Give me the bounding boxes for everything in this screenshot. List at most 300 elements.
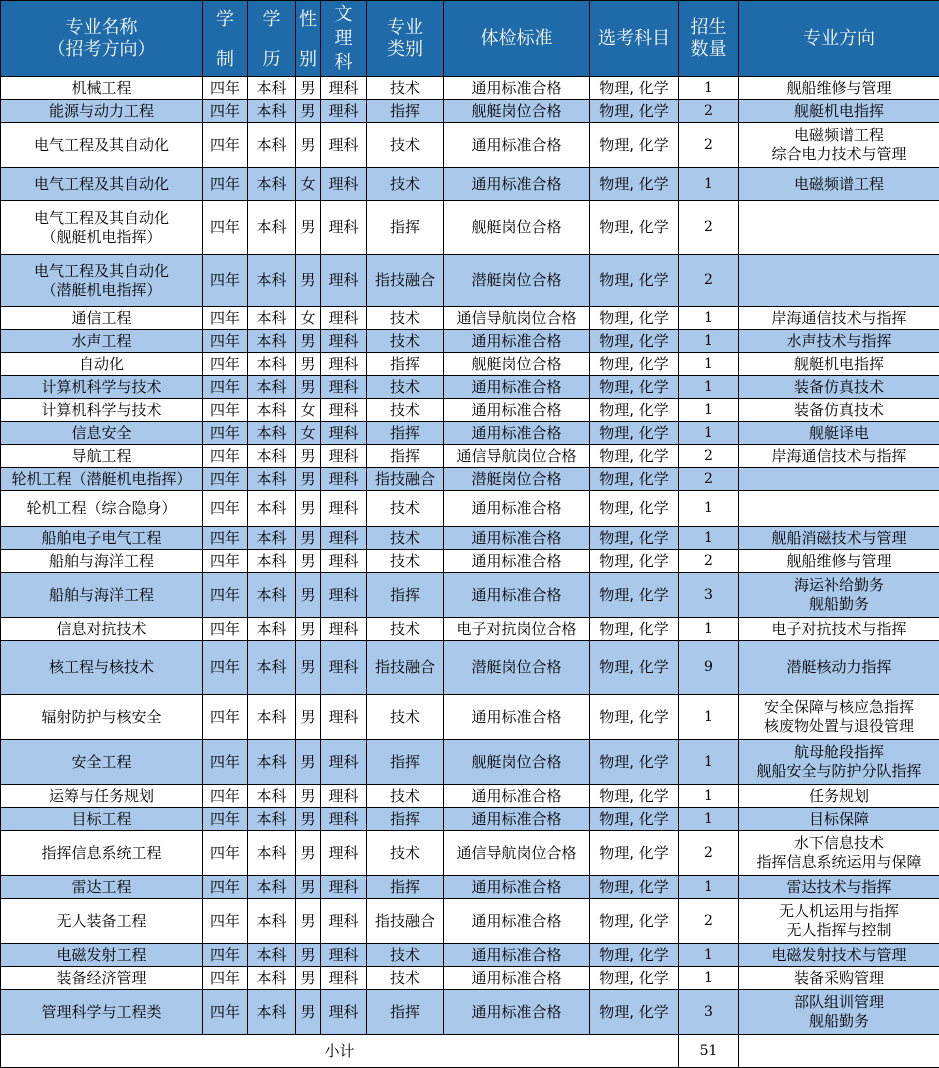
cell-physical: 通用标准合格 — [444, 330, 590, 353]
cell-direction — [739, 967, 939, 990]
cell-gender: 男 — [296, 740, 321, 785]
cell-line: 目标工程 — [1, 810, 202, 829]
cell-physical: 通用标准合格 — [444, 808, 590, 831]
table-row — [1, 876, 939, 899]
cell-quota: 2 — [679, 100, 739, 123]
cell-line: 舰艇译电 — [739, 424, 939, 443]
cell-degree: 本科 — [248, 255, 296, 307]
cell-line: 装备仿真技术 — [739, 378, 939, 397]
table-row — [1, 330, 939, 353]
table-row — [1, 468, 939, 491]
cell-line: 海运补给勤务 — [739, 576, 939, 595]
cell-track: 理科 — [321, 399, 367, 422]
cell-major-name — [1, 618, 203, 641]
cell-duration: 四年 — [203, 77, 248, 100]
cell-subjects: 物理, 化学 — [590, 353, 679, 376]
cell-line: 轮机工程（潜艇机电指挥） — [1, 470, 202, 489]
cell-physical: 通用标准合格 — [444, 168, 590, 201]
table-row — [1, 307, 939, 330]
cell-line: 电子对抗技术与指挥 — [739, 620, 939, 639]
cell-line: 安全保障与核应急指挥 — [739, 698, 939, 717]
cell-gender: 女 — [296, 168, 321, 201]
cell-major-name — [1, 353, 203, 376]
cell-quota: 1 — [679, 967, 739, 990]
cell-degree: 本科 — [248, 468, 296, 491]
cell-duration: 四年 — [203, 330, 248, 353]
cell-degree: 本科 — [248, 100, 296, 123]
cell-subjects: 物理, 化学 — [590, 695, 679, 740]
cell-major-name — [1, 990, 203, 1035]
subtotal-empty — [739, 1035, 939, 1068]
cell-duration: 四年 — [203, 967, 248, 990]
cell-quota: 1 — [679, 399, 739, 422]
cell-duration: 四年 — [203, 100, 248, 123]
cell-physical: 通用标准合格 — [444, 876, 590, 899]
cell-subjects: 物理, 化学 — [590, 618, 679, 641]
cell-direction — [739, 353, 939, 376]
cell-subjects: 物理, 化学 — [590, 330, 679, 353]
cell-degree: 本科 — [248, 168, 296, 201]
cell-category: 技术 — [367, 399, 444, 422]
cell-track: 理科 — [321, 77, 367, 100]
cell-major-name — [1, 123, 203, 168]
cell-subjects: 物理, 化学 — [590, 899, 679, 944]
cell-subjects: 物理, 化学 — [590, 831, 679, 876]
cell-line: （舰艇机电指挥） — [1, 228, 202, 247]
cell-quota: 1 — [679, 330, 739, 353]
cell-gender: 男 — [296, 491, 321, 527]
cell-subjects: 物理, 化学 — [590, 573, 679, 618]
cell-category: 指挥 — [367, 422, 444, 445]
cell-degree: 本科 — [248, 944, 296, 967]
cell-physical: 电子对抗岗位合格 — [444, 618, 590, 641]
cell-gender: 男 — [296, 618, 321, 641]
table-row — [1, 641, 939, 695]
table-row — [1, 831, 939, 876]
cell-category: 技术 — [367, 123, 444, 168]
cell-subjects: 物理, 化学 — [590, 201, 679, 255]
cell-physical: 通用标准合格 — [444, 967, 590, 990]
cell-line: 通信工程 — [1, 309, 202, 328]
cell-physical: 通用标准合格 — [444, 944, 590, 967]
cell-quota: 1 — [679, 740, 739, 785]
cell-degree: 本科 — [248, 307, 296, 330]
cell-degree: 本科 — [248, 491, 296, 527]
cell-track: 理科 — [321, 944, 367, 967]
header-direction: 专业方向 — [739, 1, 939, 77]
cell-subjects: 物理, 化学 — [590, 876, 679, 899]
cell-duration: 四年 — [203, 422, 248, 445]
cell-subjects: 物理, 化学 — [590, 990, 679, 1035]
cell-major-name — [1, 740, 203, 785]
table-row — [1, 695, 939, 740]
cell-line: 电磁频谱工程 — [739, 126, 939, 145]
cell-direction — [739, 899, 939, 944]
cell-physical: 通用标准合格 — [444, 422, 590, 445]
cell-line: 核废物处置与退役管理 — [739, 717, 939, 736]
cell-duration: 四年 — [203, 527, 248, 550]
cell-physical: 通信导航岗位合格 — [444, 307, 590, 330]
cell-major-name — [1, 376, 203, 399]
header-gender: 性 别 — [296, 1, 321, 77]
cell-degree: 本科 — [248, 445, 296, 468]
table-row — [1, 168, 939, 201]
cell-gender: 男 — [296, 353, 321, 376]
cell-degree: 本科 — [248, 990, 296, 1035]
header-category: 专业 类别 — [367, 1, 444, 77]
cell-line: 电磁发射工程 — [1, 946, 202, 965]
cell-line: 无人指挥与控制 — [739, 921, 939, 940]
cell-major-name — [1, 527, 203, 550]
cell-direction — [739, 255, 939, 307]
cell-gender: 男 — [296, 831, 321, 876]
cell-degree: 本科 — [248, 527, 296, 550]
cell-direction — [739, 990, 939, 1035]
cell-degree: 本科 — [248, 123, 296, 168]
cell-gender: 男 — [296, 573, 321, 618]
cell-category: 指挥 — [367, 990, 444, 1035]
cell-category: 指挥 — [367, 573, 444, 618]
header-degree: 学 历 — [248, 1, 296, 77]
cell-line: 部队组训管理 — [739, 993, 939, 1012]
table-row — [1, 990, 939, 1035]
cell-line: 辐射防护与核安全 — [1, 708, 202, 727]
subtotal-total: 51 — [679, 1035, 739, 1068]
cell-duration: 四年 — [203, 550, 248, 573]
cell-duration: 四年 — [203, 399, 248, 422]
cell-degree: 本科 — [248, 899, 296, 944]
cell-track: 理科 — [321, 550, 367, 573]
cell-quota: 2 — [679, 255, 739, 307]
cell-track: 理科 — [321, 527, 367, 550]
cell-track: 理科 — [321, 491, 367, 527]
cell-degree: 本科 — [248, 831, 296, 876]
cell-quota: 2 — [679, 445, 739, 468]
cell-line: 水声工程 — [1, 332, 202, 351]
cell-category: 技术 — [367, 168, 444, 201]
cell-line: 岸海通信技术与指挥 — [739, 447, 939, 466]
cell-category: 指技融合 — [367, 255, 444, 307]
cell-line: 管理科学与工程类 — [1, 1003, 202, 1022]
cell-category: 指挥 — [367, 445, 444, 468]
cell-duration: 四年 — [203, 641, 248, 695]
cell-duration: 四年 — [203, 307, 248, 330]
cell-category: 技术 — [367, 376, 444, 399]
cell-line: 水声技术与指挥 — [739, 332, 939, 351]
cell-major-name — [1, 641, 203, 695]
cell-major-name — [1, 831, 203, 876]
cell-line: 雷达技术与指挥 — [739, 878, 939, 897]
cell-line: 船舶与海洋工程 — [1, 552, 202, 571]
cell-physical: 通用标准合格 — [444, 785, 590, 808]
cell-direction — [739, 100, 939, 123]
table-body — [1, 77, 939, 1035]
cell-track: 理科 — [321, 808, 367, 831]
subtotal-row — [1, 1035, 939, 1068]
cell-quota: 1 — [679, 785, 739, 808]
cell-duration: 四年 — [203, 808, 248, 831]
cell-line: 能源与动力工程 — [1, 102, 202, 121]
cell-line: 计算机科学与技术 — [1, 378, 202, 397]
cell-line: 信息对抗技术 — [1, 620, 202, 639]
cell-direction — [739, 695, 939, 740]
cell-subjects: 物理, 化学 — [590, 967, 679, 990]
cell-category: 指技融合 — [367, 641, 444, 695]
cell-line: 核工程与核技术 — [1, 658, 202, 677]
cell-quota: 1 — [679, 527, 739, 550]
cell-duration: 四年 — [203, 376, 248, 399]
table-row — [1, 785, 939, 808]
table-row — [1, 376, 939, 399]
cell-gender: 男 — [296, 376, 321, 399]
cell-duration: 四年 — [203, 255, 248, 307]
header-major-name: 专业名称 （招考方向） — [1, 1, 203, 77]
cell-subjects: 物理, 化学 — [590, 445, 679, 468]
cell-category: 技术 — [367, 831, 444, 876]
cell-direction — [739, 468, 939, 491]
cell-physical: 潜艇岗位合格 — [444, 255, 590, 307]
cell-gender: 男 — [296, 201, 321, 255]
cell-direction — [739, 785, 939, 808]
cell-physical: 潜艇岗位合格 — [444, 641, 590, 695]
cell-quota: 2 — [679, 201, 739, 255]
cell-quota: 1 — [679, 491, 739, 527]
table-row — [1, 527, 939, 550]
header-track: 文 理 科 — [321, 1, 367, 77]
cell-subjects: 物理, 化学 — [590, 491, 679, 527]
cell-major-name — [1, 808, 203, 831]
table-row — [1, 573, 939, 618]
cell-track: 理科 — [321, 899, 367, 944]
cell-subjects: 物理, 化学 — [590, 740, 679, 785]
cell-direction — [739, 740, 939, 785]
cell-gender: 女 — [296, 307, 321, 330]
cell-duration: 四年 — [203, 831, 248, 876]
cell-quota: 1 — [679, 876, 739, 899]
cell-track: 理科 — [321, 100, 367, 123]
cell-line: 舰船安全与防护分队指挥 — [739, 762, 939, 781]
cell-quota: 2 — [679, 468, 739, 491]
cell-gender: 女 — [296, 399, 321, 422]
cell-track: 理科 — [321, 123, 367, 168]
cell-line: 目标保障 — [739, 810, 939, 829]
cell-gender: 男 — [296, 77, 321, 100]
cell-quota: 2 — [679, 899, 739, 944]
cell-category: 指技融合 — [367, 899, 444, 944]
cell-direction — [739, 808, 939, 831]
cell-duration: 四年 — [203, 201, 248, 255]
cell-category: 指挥 — [367, 740, 444, 785]
cell-quota: 1 — [679, 353, 739, 376]
cell-major-name — [1, 168, 203, 201]
cell-direction — [739, 77, 939, 100]
cell-direction — [739, 876, 939, 899]
cell-gender: 男 — [296, 876, 321, 899]
cell-major-name — [1, 695, 203, 740]
cell-category: 指技融合 — [367, 468, 444, 491]
cell-physical: 舰艇岗位合格 — [444, 201, 590, 255]
cell-track: 理科 — [321, 422, 367, 445]
cell-line: 装备采购管理 — [739, 969, 939, 988]
cell-quota: 1 — [679, 618, 739, 641]
cell-direction — [739, 831, 939, 876]
table-row — [1, 123, 939, 168]
cell-subjects: 物理, 化学 — [590, 468, 679, 491]
cell-gender: 男 — [296, 527, 321, 550]
table-row — [1, 422, 939, 445]
cell-physical: 通信导航岗位合格 — [444, 445, 590, 468]
cell-degree: 本科 — [248, 573, 296, 618]
cell-physical: 通用标准合格 — [444, 123, 590, 168]
cell-quota: 1 — [679, 376, 739, 399]
cell-category: 技术 — [367, 330, 444, 353]
cell-degree: 本科 — [248, 550, 296, 573]
cell-line: 电气工程及其自动化 — [1, 136, 202, 155]
cell-line: 潜艇核动力指挥 — [739, 658, 939, 677]
cell-degree: 本科 — [248, 695, 296, 740]
cell-track: 理科 — [321, 618, 367, 641]
cell-duration: 四年 — [203, 468, 248, 491]
cell-duration: 四年 — [203, 695, 248, 740]
cell-degree: 本科 — [248, 808, 296, 831]
table-row — [1, 899, 939, 944]
cell-physical: 通用标准合格 — [444, 491, 590, 527]
cell-line: 装备仿真技术 — [739, 401, 939, 420]
header-physical: 体检标准 — [444, 1, 590, 77]
cell-track: 理科 — [321, 876, 367, 899]
cell-line: 岸海通信技术与指挥 — [739, 309, 939, 328]
cell-major-name — [1, 445, 203, 468]
cell-physical: 通用标准合格 — [444, 77, 590, 100]
cell-category: 指挥 — [367, 353, 444, 376]
cell-line: 电气工程及其自动化 — [1, 262, 202, 281]
cell-category: 指挥 — [367, 201, 444, 255]
cell-major-name — [1, 967, 203, 990]
cell-track: 理科 — [321, 330, 367, 353]
cell-category: 技术 — [367, 527, 444, 550]
cell-line: 无人装备工程 — [1, 912, 202, 931]
cell-duration: 四年 — [203, 740, 248, 785]
cell-quota: 1 — [679, 77, 739, 100]
cell-category: 指挥 — [367, 100, 444, 123]
cell-major-name — [1, 876, 203, 899]
cell-direction — [739, 641, 939, 695]
cell-subjects: 物理, 化学 — [590, 255, 679, 307]
cell-quota: 1 — [679, 944, 739, 967]
cell-direction — [739, 307, 939, 330]
cell-degree: 本科 — [248, 330, 296, 353]
cell-degree: 本科 — [248, 740, 296, 785]
cell-line: 指挥信息系统工程 — [1, 844, 202, 863]
cell-degree: 本科 — [248, 785, 296, 808]
cell-line: 自动化 — [1, 355, 202, 374]
cell-line: 水下信息技术 — [739, 834, 939, 853]
cell-gender: 男 — [296, 550, 321, 573]
cell-line: 电磁发射技术与管理 — [739, 946, 939, 965]
cell-physical: 舰艇岗位合格 — [444, 353, 590, 376]
cell-gender: 男 — [296, 255, 321, 307]
cell-major-name — [1, 100, 203, 123]
cell-track: 理科 — [321, 785, 367, 808]
cell-line: 电气工程及其自动化 — [1, 175, 202, 194]
cell-subjects: 物理, 化学 — [590, 808, 679, 831]
cell-quota: 2 — [679, 831, 739, 876]
cell-line: 舰船维修与管理 — [739, 79, 939, 98]
cell-gender: 男 — [296, 990, 321, 1035]
cell-line: 无人机运用与指挥 — [739, 902, 939, 921]
header-row — [1, 1, 939, 77]
cell-track: 理科 — [321, 740, 367, 785]
cell-duration: 四年 — [203, 168, 248, 201]
cell-duration: 四年 — [203, 491, 248, 527]
cell-physical: 潜艇岗位合格 — [444, 468, 590, 491]
cell-physical: 通用标准合格 — [444, 376, 590, 399]
cell-duration: 四年 — [203, 123, 248, 168]
cell-line: 机械工程 — [1, 79, 202, 98]
cell-duration: 四年 — [203, 944, 248, 967]
table-row — [1, 445, 939, 468]
table-row — [1, 740, 939, 785]
cell-major-name — [1, 330, 203, 353]
cell-duration: 四年 — [203, 353, 248, 376]
cell-major-name — [1, 399, 203, 422]
table-row — [1, 808, 939, 831]
cell-degree: 本科 — [248, 77, 296, 100]
table-row — [1, 255, 939, 307]
cell-duration: 四年 — [203, 785, 248, 808]
cell-category: 技术 — [367, 618, 444, 641]
cell-category: 技术 — [367, 695, 444, 740]
cell-major-name — [1, 468, 203, 491]
cell-gender: 男 — [296, 944, 321, 967]
cell-duration: 四年 — [203, 876, 248, 899]
cell-direction — [739, 491, 939, 527]
cell-category: 技术 — [367, 77, 444, 100]
cell-physical: 通用标准合格 — [444, 399, 590, 422]
cell-category: 技术 — [367, 307, 444, 330]
cell-category: 技术 — [367, 491, 444, 527]
cell-gender: 男 — [296, 641, 321, 695]
cell-track: 理科 — [321, 201, 367, 255]
cell-subjects: 物理, 化学 — [590, 550, 679, 573]
cell-subjects: 物理, 化学 — [590, 123, 679, 168]
cell-duration: 四年 — [203, 899, 248, 944]
cell-degree: 本科 — [248, 353, 296, 376]
cell-major-name — [1, 255, 203, 307]
cell-category: 技术 — [367, 944, 444, 967]
cell-quota: 2 — [679, 550, 739, 573]
cell-major-name — [1, 944, 203, 967]
cell-degree: 本科 — [248, 618, 296, 641]
table-row — [1, 77, 939, 100]
cell-direction — [739, 550, 939, 573]
cell-degree: 本科 — [248, 422, 296, 445]
cell-line: 舰船勤务 — [739, 1012, 939, 1031]
cell-track: 理科 — [321, 967, 367, 990]
cell-quota: 1 — [679, 307, 739, 330]
cell-line: 计算机科学与技术 — [1, 401, 202, 420]
table-row — [1, 944, 939, 967]
table-row — [1, 201, 939, 255]
cell-quota: 1 — [679, 808, 739, 831]
cell-line: 雷达工程 — [1, 878, 202, 897]
cell-category: 技术 — [367, 785, 444, 808]
cell-duration: 四年 — [203, 990, 248, 1035]
cell-track: 理科 — [321, 307, 367, 330]
cell-subjects: 物理, 化学 — [590, 100, 679, 123]
cell-major-name — [1, 491, 203, 527]
cell-degree: 本科 — [248, 967, 296, 990]
